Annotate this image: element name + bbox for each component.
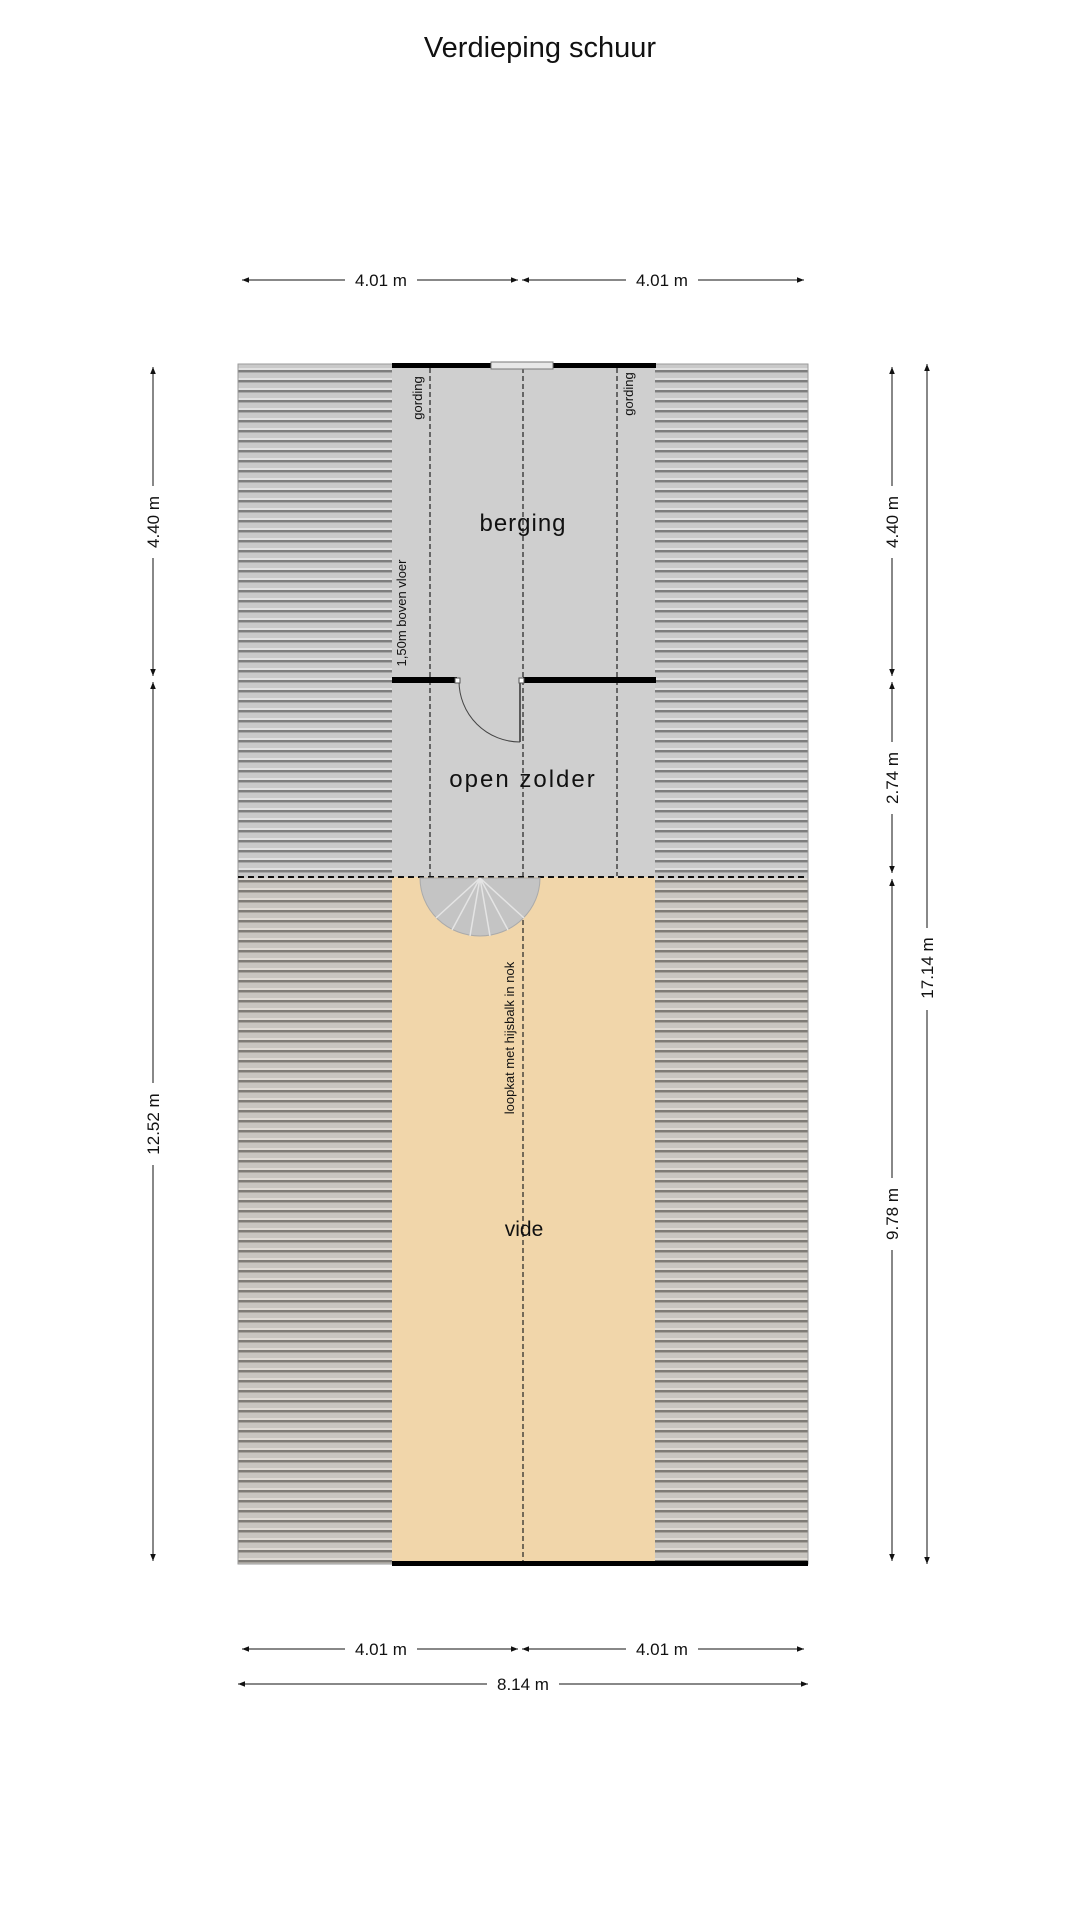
wall-bottom — [392, 1561, 808, 1566]
dim-bottom-left: 4.01 m — [355, 1640, 407, 1659]
annotation-gording-left: gording — [410, 376, 425, 420]
wall-top-right — [553, 363, 656, 368]
room-label-vide: vide — [504, 1218, 544, 1241]
annotation-loopkat: loopkat met hijsbalk in nok — [502, 961, 517, 1115]
dim-right-upper: 4.40 m — [883, 496, 902, 548]
wall-top-left — [392, 363, 491, 368]
dim-right-middle: 2.74 m — [883, 752, 902, 804]
wall-mid-right — [523, 677, 656, 683]
roof-area-left-lower — [238, 878, 392, 1564]
dim-right-total: 17.14 m — [918, 937, 937, 999]
roof-area-right-lower — [655, 878, 808, 1564]
window-top — [491, 362, 553, 369]
room-label-berging: berging — [479, 510, 567, 537]
roof-area-left-upper — [238, 364, 392, 878]
dim-bottom-right: 4.01 m — [636, 1640, 688, 1659]
dim-top-left: 4.01 m — [355, 271, 407, 290]
dim-bottom-total: 8.14 m — [497, 1675, 549, 1694]
dim-right-lower: 9.78 m — [883, 1188, 902, 1240]
dim-top-right: 4.01 m — [636, 271, 688, 290]
annotation-gording-right: gording — [621, 372, 636, 416]
dim-left-upper: 4.40 m — [144, 496, 163, 548]
dim-left-lower: 12.52 m — [144, 1093, 163, 1155]
roof-area-right-upper — [655, 364, 808, 878]
annotation-floor-note: 1,50m boven vloer — [394, 559, 409, 667]
room-label-open-zolder: open zolder — [449, 766, 597, 793]
floor-title: Verdieping schuur — [423, 32, 657, 64]
wall-mid-left — [392, 677, 457, 683]
